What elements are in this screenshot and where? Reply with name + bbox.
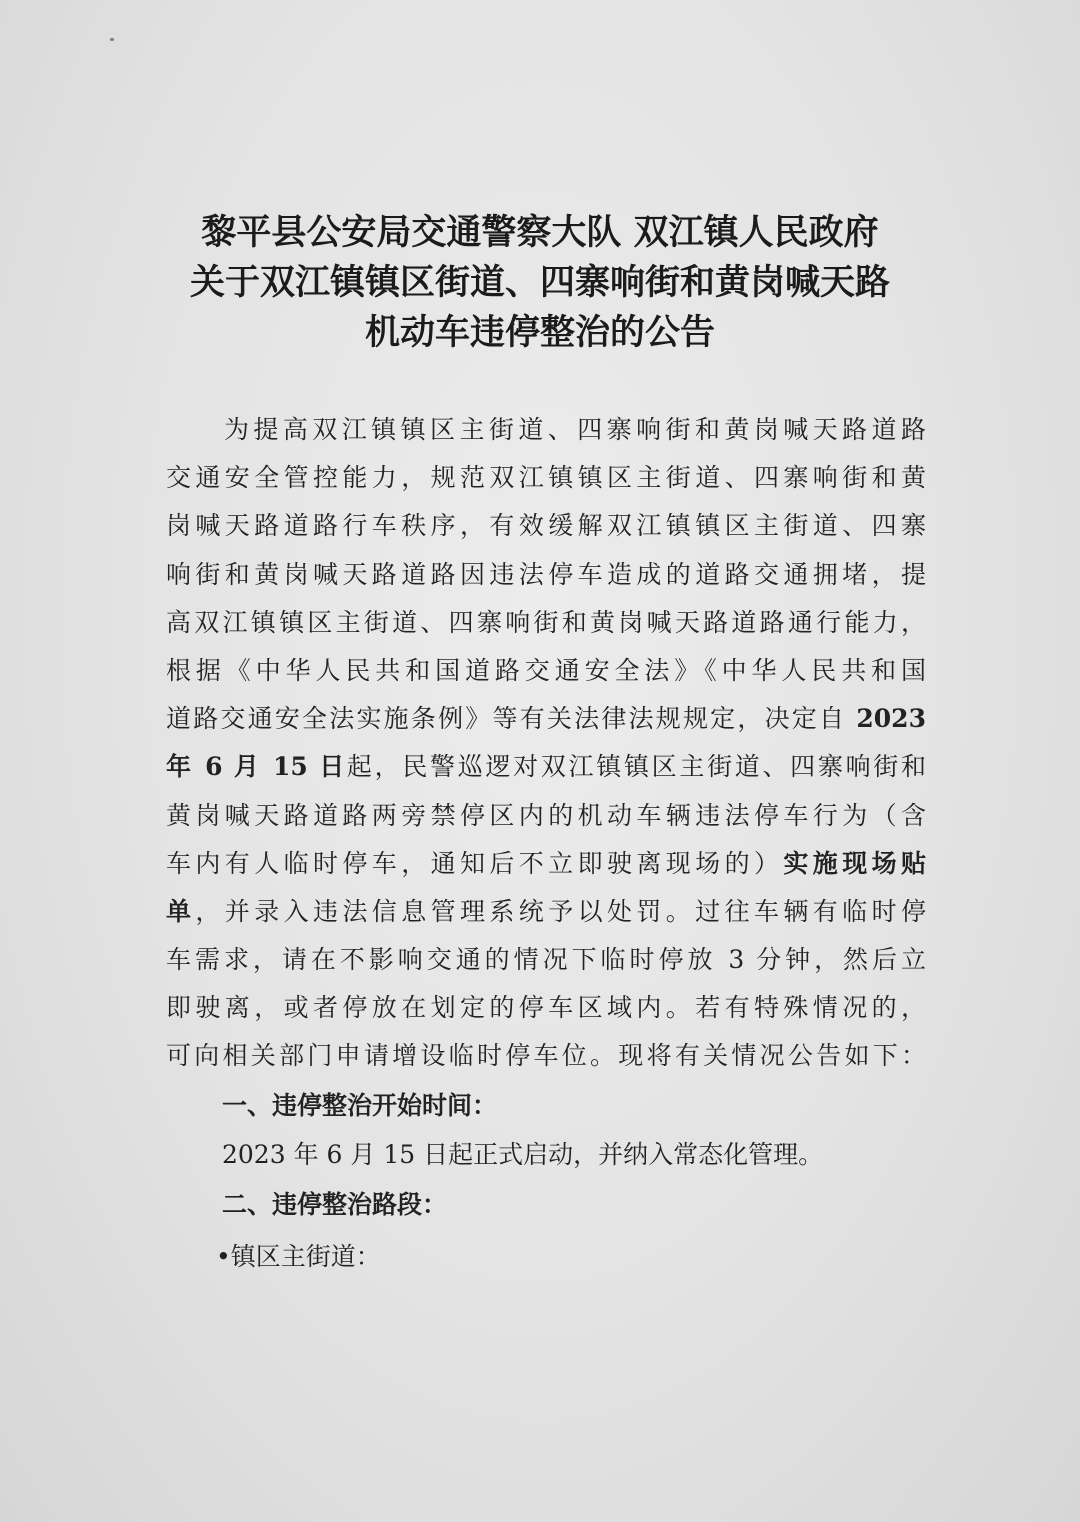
body-line-6: 根据《中华人民共和国道路交通安全法》《中华人民共和国 bbox=[166, 655, 926, 685]
body-line-8 bbox=[166, 743, 926, 791]
body-line-9: 黄岗喊天路道路两旁禁停区内的机动车辆违法停车行为（含 bbox=[166, 800, 926, 830]
paper-speck bbox=[110, 38, 114, 41]
start-year: 2023 bbox=[856, 704, 926, 734]
body-line-5: 高双江镇镇区主街道、四寨响街和黄岗喊天路道路通行能力， bbox=[166, 607, 926, 637]
section-1-heading: 一、违停整治开始时间： bbox=[222, 1091, 498, 1120]
body-line-7-text: 道路交通安全法实施条例》等有关法律法规规定，决定自 bbox=[166, 704, 847, 734]
body-line-7 bbox=[166, 695, 926, 743]
body-line-10-text: 车内有人临时停车，通知后不立即驶离现场的） bbox=[166, 848, 784, 878]
title-line-1: 黎平县公安局交通警察大队 双江镇人民政府 bbox=[201, 212, 879, 253]
body-line-2: 交通安全管控能力，规范双江镇镇区主街道、四寨响街和黄 bbox=[166, 463, 926, 493]
body-line-1: 为提高双江镇镇区主街道、四寨响街和黄岗喊天路道路 bbox=[224, 415, 926, 444]
body-line-10 bbox=[166, 840, 926, 888]
title-line-2: 关于双江镇镇区街道、四寨响街和黄岗喊天路 bbox=[189, 262, 890, 303]
section-2-item: •镇区主街道： bbox=[216, 1242, 381, 1271]
title-line-3: 机动车违停整治的公告 bbox=[364, 312, 715, 353]
body-line-11 bbox=[166, 888, 926, 936]
body-line-13: 即驶离，或者停放在划定的停车区域内。若有特殊情况的， bbox=[166, 993, 926, 1023]
notice-title bbox=[100, 208, 980, 358]
enforcement-phrase-end: 单 bbox=[166, 896, 196, 926]
notice-body bbox=[166, 406, 926, 1081]
body-line-14: 可向相关部门申请增设临时停车位。现将有关情况公告如下： bbox=[166, 1041, 926, 1071]
body-line-11-text: ，并录入违法信息管理系统予以处罚。过往车辆有临时停 bbox=[195, 896, 926, 926]
start-date: 年 6 月 15 日 bbox=[166, 752, 347, 782]
body-line-8-text: 起，民警巡逻对双江镇镇区主街道、四寨响街和 bbox=[346, 752, 926, 782]
body-line-12: 车需求，请在不影响交通的情况下临时停放 3 分钟，然后立 bbox=[166, 945, 926, 975]
enforcement-phrase: 实施现场贴 bbox=[783, 848, 926, 878]
body-line-3: 岗喊天路道路行车秩序，有效缓解双江镇镇区主街道、四寨 bbox=[166, 511, 926, 541]
section-2-heading: 二、违停整治路段： bbox=[222, 1190, 448, 1219]
body-line-4: 响街和黄岗喊天路道路因违法停车造成的道路交通拥堵，提 bbox=[166, 559, 926, 589]
section-1-text: 2023 年 6 月 15 日起正式启动，并纳入常态化管理。 bbox=[222, 1140, 824, 1169]
